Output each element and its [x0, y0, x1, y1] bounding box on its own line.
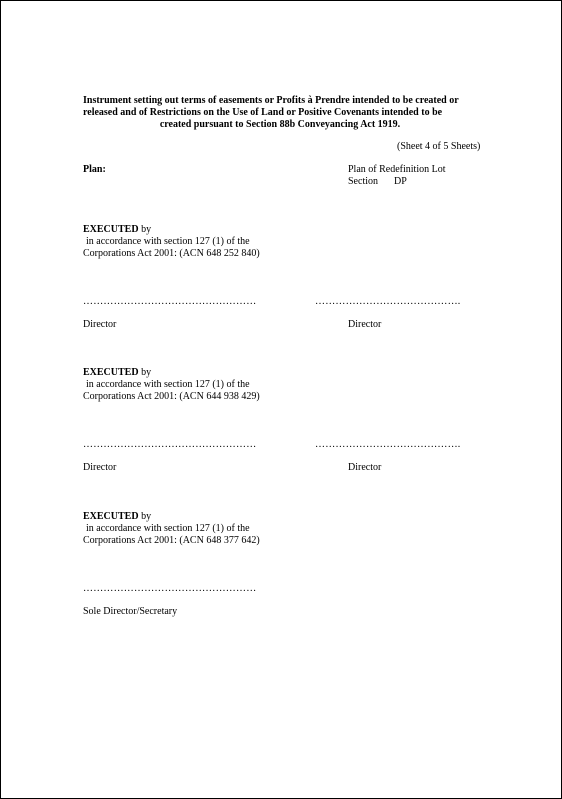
execution-block-1-heading	[83, 224, 151, 236]
signatory-role-left: Sole Director/Secretary	[83, 606, 178, 617]
executed-label: EXECUTED	[83, 367, 139, 378]
sheet-number: (Sheet 4 of 5 Sheets)	[397, 141, 481, 152]
execution-block-2-section: in accordance with section 127 (1) of the	[86, 379, 250, 390]
instrument-title	[83, 95, 483, 131]
by-text: by	[138, 224, 152, 235]
execution-block-3-heading	[83, 511, 151, 523]
execution-block-2-heading	[83, 367, 151, 379]
title-line-2: released and of Restrictions on the Use of Land or Positive Covenants intended to be	[83, 107, 443, 118]
executed-label: EXECUTED	[83, 511, 139, 522]
title-line-1: Instrument setting out terms of easements or Profits à Prendre intended to be created or	[83, 95, 459, 106]
signatory-role-left: Director	[83, 319, 117, 330]
plan-label: Plan:	[83, 164, 106, 175]
plan-dp-label: DP	[394, 176, 407, 187]
signatory-role-right: Director	[348, 462, 382, 473]
signature-line-right: …………………………………….	[315, 439, 461, 450]
signature-line-left: ……………………………………………	[83, 296, 257, 307]
plan-section-label: Section	[348, 176, 378, 187]
execution-block-1-acn: Corporations Act 2001: (ACN 648 252 840)	[83, 248, 260, 259]
execution-block-2-acn: Corporations Act 2001: (ACN 644 938 429)	[83, 391, 260, 402]
title-line-3: created pursuant to Section 88b Conveyancing Act 1919.	[159, 119, 401, 130]
signature-line-left: ……………………………………………	[83, 439, 257, 450]
execution-block-3-section: in accordance with section 127 (1) of the	[86, 523, 250, 534]
plan-description: Plan of Redefinition Lot	[348, 164, 446, 175]
executed-label: EXECUTED	[83, 224, 139, 235]
execution-block-1-section: in accordance with section 127 (1) of the	[86, 236, 250, 247]
signature-line-left: ……………………………………………	[83, 583, 257, 594]
signature-line-right: …………………………………….	[315, 296, 461, 307]
signatory-role-left: Director	[83, 462, 117, 473]
by-text: by	[138, 511, 152, 522]
signatory-role-right: Director	[348, 319, 382, 330]
execution-block-3-acn: Corporations Act 2001: (ACN 648 377 642)	[83, 535, 260, 546]
by-text: by	[138, 367, 152, 378]
